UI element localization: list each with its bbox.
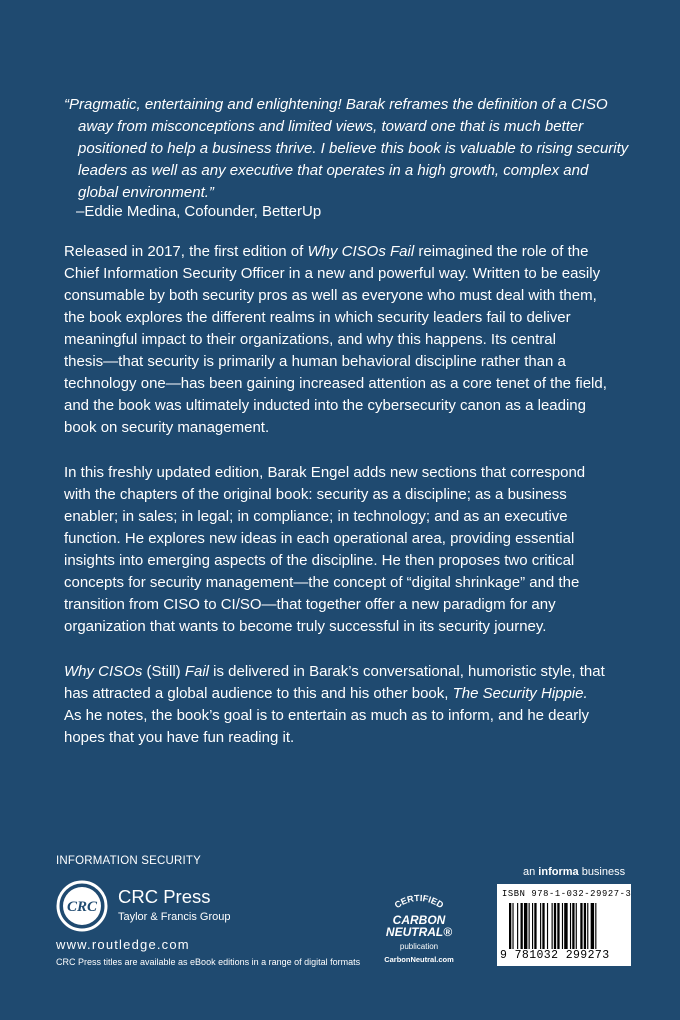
barcode-bar <box>570 903 571 949</box>
barcode-bar <box>564 903 567 949</box>
barcode-bar <box>529 903 530 949</box>
quote-line: global environment.” <box>78 184 214 201</box>
barcode-bar <box>509 903 511 949</box>
paragraph-line: insights into emerging aspects of the discipline. He then proposes two critical <box>64 552 575 569</box>
paragraph-line: In this freshly updated edition, Barak Engel adds new sections that correspond <box>64 464 586 481</box>
barcode-bar <box>572 903 574 949</box>
review-quote <box>64 94 629 204</box>
barcode-bar <box>534 903 536 949</box>
barcode-bar <box>595 903 596 949</box>
carbon-word: CARBON <box>392 913 446 927</box>
paragraph-line: organization that wants to become truly successful in its security journey. <box>64 618 547 635</box>
neutral-word: NEUTRAL® <box>385 925 453 939</box>
paragraph-line: concepts for security management—the concept of “digital shrinkage” and the <box>64 574 580 591</box>
text-run: business <box>578 866 626 878</box>
barcode-bar <box>587 903 588 949</box>
barcode-digits: 9 781032 299273 <box>500 949 610 962</box>
quote-line: positioned to help a business thrive. I believe this book is valuable to rising security <box>78 140 629 157</box>
ebook-note: CRC Press titles are available as eBook editions in a range of digital formats <box>56 957 361 967</box>
barcode-bar <box>540 903 541 949</box>
informa-tagline <box>523 866 625 878</box>
informa-word: informa <box>538 866 579 878</box>
text-run: (Still) <box>142 663 185 680</box>
barcode-bar <box>512 903 513 949</box>
paragraph-line: Chief Information Security Officer in a new and powerful way. Written to be easily <box>64 265 601 282</box>
paragraph-line: book on security management. <box>64 419 270 436</box>
quote-attribution: –Eddie Medina, Cofounder, BetterUp <box>76 203 322 220</box>
barcode-bar <box>542 903 544 949</box>
carbon-site: CarbonNeutral.com <box>384 955 454 964</box>
quote-line: leaders as well as any executive that operates in a high growth, complex and <box>78 162 589 179</box>
carbon-publication: publication <box>399 942 439 951</box>
book-title: The Security Hippie. <box>452 685 588 702</box>
paragraph-line: and the book was ultimately inducted into the cybersecurity canon as a leading <box>64 397 586 414</box>
isbn-text: ISBN 978-1-032-29927-3 <box>502 889 632 899</box>
barcode-bar <box>562 903 563 949</box>
barcode-bar <box>576 903 577 949</box>
quote-line: away from misconceptions and limited views, toward one that is much better <box>78 118 584 135</box>
barcode-bar <box>517 903 518 949</box>
book-title: Why CISOs <box>64 663 143 680</box>
paragraph-line: with the chapters of the original book: security as a discipline; as a business <box>64 486 567 503</box>
paragraph-line: enabler; in sales; in legal; in compliance; in technology; and as an executive <box>64 508 568 525</box>
book-title: Fail <box>184 663 210 680</box>
paragraph-line: hopes that you have fun reading it. <box>64 729 295 746</box>
barcode-bar <box>547 903 548 949</box>
paragraph-line: technology one—has been gaining increased attention as a core tenet of the field, <box>64 375 607 392</box>
barcode-bar <box>557 903 559 949</box>
svg-text:CERTIFIED <box>393 893 446 911</box>
carbon-certified: CERTIFIED <box>392 892 446 911</box>
description-paragraph-1 <box>64 241 634 439</box>
publisher-url[interactable]: www.routledge.com <box>56 937 190 952</box>
barcode-bar <box>554 903 556 949</box>
barcode-bar <box>552 903 553 949</box>
barcode-bars-icon <box>509 903 625 949</box>
paragraph-line <box>64 683 634 705</box>
text-run: is delivered in Barak’s conversational, humoristic style, that <box>209 663 605 680</box>
paragraph-line: meaningful impact to their organizations, and why this happens. Its central <box>64 331 556 348</box>
paragraph-line: function. He explores new ideas in each operational area, providing essential <box>64 530 575 547</box>
barcode-bar <box>591 903 594 949</box>
book-title: Why CISOs Fail <box>307 243 415 260</box>
carbon-neutral-badge-icon <box>376 884 462 968</box>
text-run: an <box>523 866 539 878</box>
logo-letters: CRC <box>66 899 98 915</box>
barcode-bar <box>524 903 527 949</box>
barcode-bar <box>521 903 523 949</box>
text-run: reimagined the role of the <box>414 243 589 260</box>
paragraph-line: transition from CISO to CI/SO—that together offer a new paradigm for any <box>64 596 556 613</box>
description-paragraph-3 <box>64 661 634 749</box>
paragraph-line: thesis—that security is primarily a human behavioral discipline rather than a <box>64 353 566 370</box>
description-paragraph-2 <box>64 462 634 638</box>
paragraph-line: consumable by both security pros as well as everyone who must deal with them, <box>64 287 597 304</box>
barcode-bar <box>584 903 586 949</box>
subject-category: INFORMATION SECURITY <box>56 855 201 867</box>
text-run: has attracted a global audience to this and his other book, <box>64 685 453 702</box>
crc-press-logo-icon <box>56 880 108 932</box>
paragraph-line <box>64 241 634 263</box>
paragraph-line: the book explores the different realms in which security leaders fail to deliver <box>64 309 571 326</box>
barcode-bar <box>532 903 533 949</box>
text-run: Released in 2017, the first edition of <box>64 243 308 260</box>
quote-line: “Pragmatic, entertaining and enlightening! Barak reframes the definition of a CISO <box>64 96 608 113</box>
isbn-barcode <box>497 884 631 966</box>
barcode-bar <box>580 903 582 949</box>
paragraph-line <box>64 661 634 683</box>
paragraph-line: As he notes, the book’s goal is to entertain as much as to inform, and he dearly <box>64 707 590 724</box>
publisher-group: Taylor & Francis Group <box>118 911 231 923</box>
publisher-name: CRC Press <box>118 886 211 907</box>
